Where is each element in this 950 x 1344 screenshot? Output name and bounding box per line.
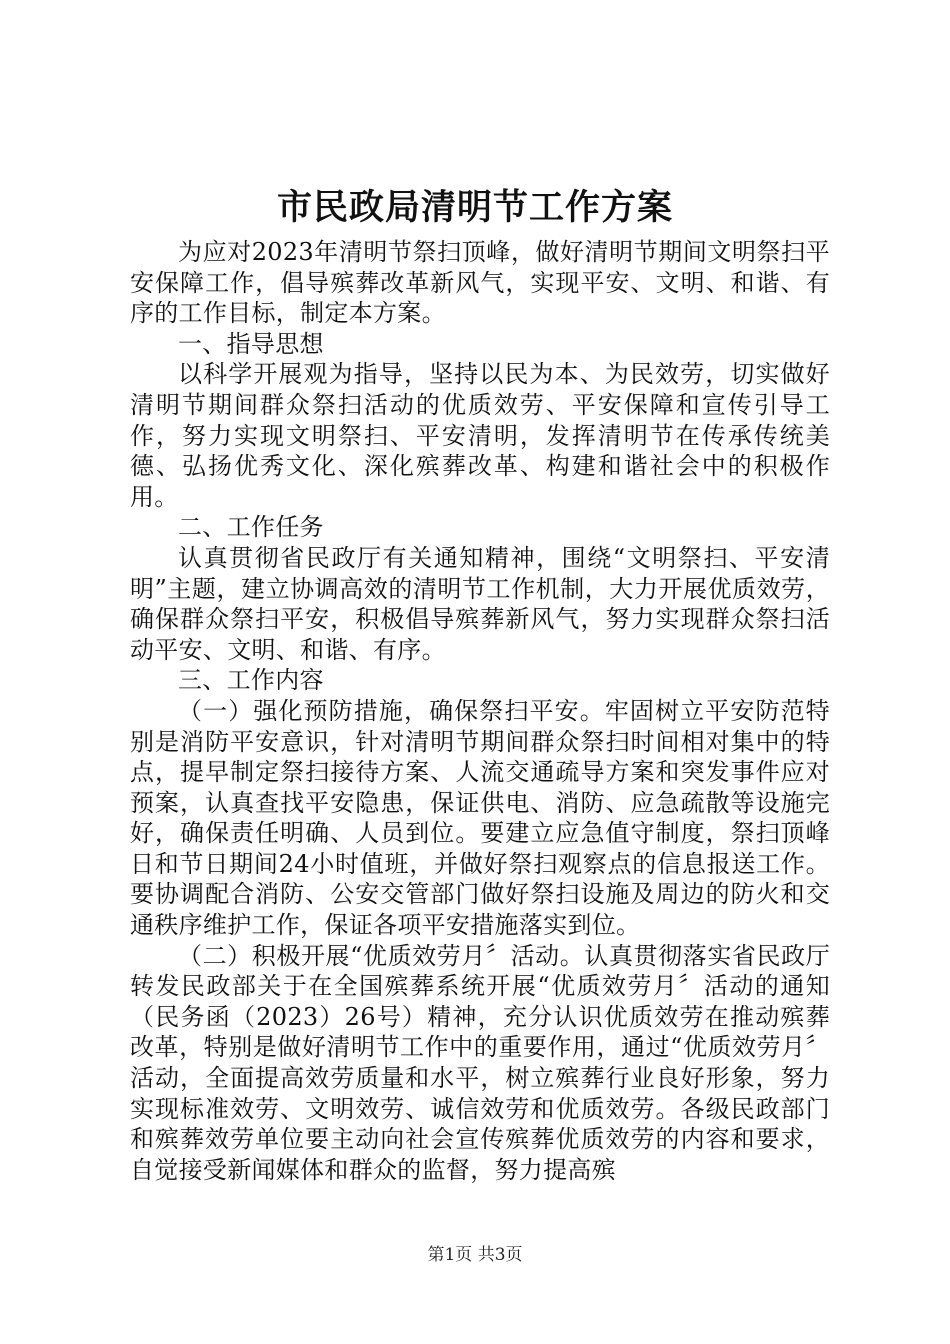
document-title: 市民政局清明节工作方案 [276,187,673,228]
paragraph-intro: 为应对2023年清明节祭扫顶峰，做好清明节期间文明祭扫平安保障工作，倡导殡葬改革新风气，实现平安、文明、和谐、有序的工作目标，制定本方案。 [130,238,830,328]
page-footer: 第1页 共3页 [427,1245,523,1265]
paragraph-work-tasks: 认真贯彻省民政厅有关通知精神，围绕“文明祭扫、平安清明”主题，建立协调高效的清明节工作机制，大力开展优质效劳，确保群众祭扫平安，积极倡导殡葬新风气，努力实现群众祭扫活动平安、文明、和谐、有序。 [130,543,830,664]
document-body [130,237,830,1185]
paragraph-safety-measures: （一）强化预防措施，确保祭扫平安。牢固树立平安防范特别是消防平安意识，针对清明节期间群众祭扫时间相对集中的特点，提早制定祭扫接待方案、人流交通疏导方案和突发事件应对预案，认真查找平安隐患，保证供电、消防、应急疏散等设施完好，确保责任明确、人员到位。要建立应急值守制度，祭扫顶峰日和节日期间24小时值班，并做好祭扫观察点的信息报送工作。要协调配合消防、公安交管部门做好祭扫设施及周边的防火和交通秩序维护工作，保证各项平安措施落实到位。 [130,696,830,940]
section-heading-work-tasks: 二、工作任务 [178,513,324,542]
paragraph-guiding-ideology: 以科学开展观为指导，坚持以民为本、为民效劳，切实做好清明节期间群众祭扫活动的优质效劳、平安保障和宣传引导工作，努力实现文明祭扫、平安清明，发挥清明节在传承传统美德、弘扬优秀文化、深化殡葬改革、构建和谐社会中的积极作用。 [130,360,830,511]
paragraph-quality-service-month: （二）积极开展“优质效劳月〞活动。认真贯彻落实省民政厅转发民政部关于在全国殡葬系统开展“优质效劳月〞活动的通知（民务函（2023）26号）精神，充分认识优质效劳在推动殡葬改革，特别是做好清明节工作中的重要作用，通过“优质效劳月〞活动，全面提高效劳质量和水平，树立殡葬行业良好形象，努力实现标准效劳、文明效劳、诚信效劳和优质效劳。各级民政部门和殡葬效劳单位要主动向社会宣传殡葬优质效劳的内容和要求，自觉接受新闻媒体和群众的监督，努力提高殡 [130,941,830,1184]
section-heading-work-content: 三、工作内容 [178,666,324,695]
section-heading-guiding-ideology: 一、指导思想 [178,329,324,358]
